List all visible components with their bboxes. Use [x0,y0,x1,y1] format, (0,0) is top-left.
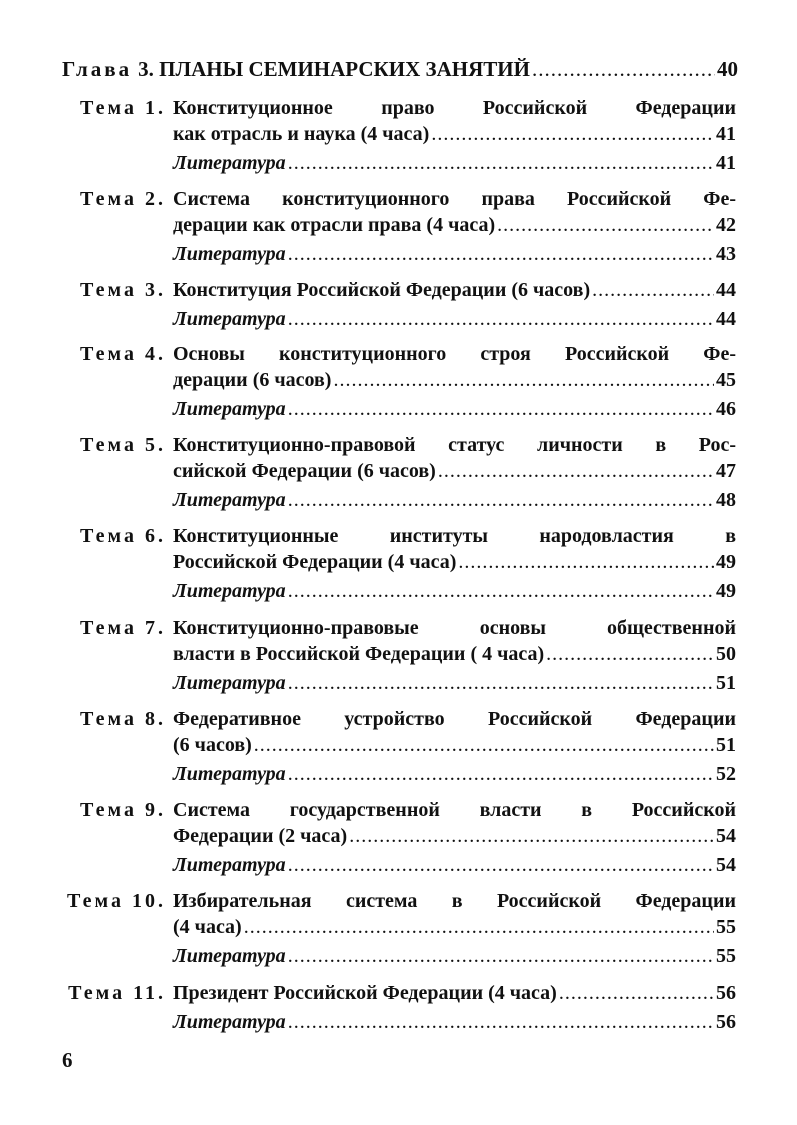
literature-line: Литература ..... 46 [173,398,736,424]
topic-label: Тема 7. [80,617,166,639]
dot-leader [431,123,714,146]
topic-title-line: Конституционное право Российской Федерации [173,97,736,119]
topic-title-line: Конституционно-правовой статус личности в Рос- [173,434,736,456]
chapter-heading [62,57,738,82]
literature-page: 52 [716,763,736,785]
literature-page: 49 [716,580,736,602]
dot-leader [333,369,714,392]
topic-title-line: сийской Федерации (6 часов) ..... 47 [173,460,736,486]
dot-leader [244,916,714,939]
literature-page: 48 [716,489,736,511]
literature-page: 44 [716,308,736,330]
topic-page: 47 [716,460,736,482]
topic-title-line: Конституционные институты народовластия в [173,525,736,547]
literature-page: 55 [716,945,736,967]
literature-page: 51 [716,672,736,694]
literature-page: 41 [716,152,736,174]
literature-line: Литература ..... 56 [173,1011,736,1037]
dot-leader [559,982,714,1005]
chapter-title: 3. ПЛАНЫ СЕМИНАРСКИХ ЗАНЯТИЙ [138,57,530,81]
topic-title-line: Избирательная система в Российской Федерации [173,890,736,912]
literature-line: Литература ..... 55 [173,945,736,971]
topic-title-line: как отрасль и наука (4 часа) ..... 41 [173,123,736,149]
dot-leader [288,398,714,421]
topic-title-line: власти в Российской Федерации ( 4 часа) ..... 50 [173,643,736,669]
topic-title-line: Российской Федерации (4 часа) ..... 49 [173,551,736,577]
dot-leader [288,489,714,512]
topic-content [173,434,736,515]
literature-page: 43 [716,243,736,265]
dot-leader [438,460,714,483]
dot-leader [288,580,714,603]
topic-title-line: (6 часов) ..... 51 [173,734,736,760]
topic-title-line: Федеративное устройство Российской Федерации [173,708,736,730]
topic-content [173,343,736,424]
literature-line: Литература ..... 43 [173,243,736,269]
topic-content [173,799,736,880]
dot-leader [288,672,714,695]
topic-title-line: дерации как отрасли права (4 часа) ..... 42 [173,214,736,240]
topic-label: Тема 2. [80,188,166,210]
topic-content [173,279,736,334]
topic-content [173,97,736,178]
dot-leader [288,1011,714,1034]
topic-label: Тема 9. [80,799,166,821]
dot-leader [288,308,714,331]
topic-content [173,708,736,789]
topic-title-line: Система конституционного права Российской Фе- [173,188,736,210]
literature-line: Литература ..... 54 [173,854,736,880]
topic-title-line: дерации (6 часов) ..... 45 [173,369,736,395]
literature-page: 56 [716,1011,736,1033]
topic-content [173,617,736,698]
topic-content [173,188,736,269]
dot-leader [288,243,714,266]
topic-content [173,890,736,971]
dot-leader [254,734,714,757]
topic-title-line: Система государственной власти в Российской [173,799,736,821]
topic-label: Тема 1. [80,97,166,119]
literature-line: Литература ..... 51 [173,672,736,698]
dot-leader [349,825,714,848]
topic-page: 51 [716,734,736,756]
literature-line: Литература ..... 48 [173,489,736,515]
dot-leader [288,854,714,877]
topic-title-line: Конституционно-правовые основы общественной [173,617,736,639]
dot-leader [288,152,714,175]
literature-line: Литература ..... 52 [173,763,736,789]
topic-title-line: Основы конституционного строя Российской Фе- [173,343,736,365]
topic-label: Тема 4. [80,343,166,365]
literature-line: Литература ..... 49 [173,580,736,606]
topic-title-line: (4 часа) ..... 55 [173,916,736,942]
dot-leader [497,214,714,237]
dot-leader [458,551,714,574]
chapter-page: 40 [717,57,738,81]
dot-leader [288,763,714,786]
topic-page: 55 [716,916,736,938]
topic-title-line: Президент Российской Федерации (4 часа) ..... 56 [173,982,736,1008]
topic-title-line: Конституция Российской Федерации (6 часов) ..... 44 [173,279,736,305]
topic-title-line: Федерации (2 часа) ..... 54 [173,825,736,851]
topic-page: 44 [716,279,736,301]
topic-page: 45 [716,369,736,391]
page-number: 6 [62,1048,73,1072]
topic-page: 56 [716,982,736,1004]
literature-page: 46 [716,398,736,420]
topic-page: 42 [716,214,736,236]
topic-page: 49 [716,551,736,573]
topic-page: 54 [716,825,736,847]
dot-leader [592,279,714,302]
chapter-prefix: Глава [62,57,133,81]
topic-content [173,525,736,606]
topic-label: Тема 5. [80,434,166,456]
topic-label: Тема 11. [68,982,166,1004]
topic-label: Тема 6. [80,525,166,547]
topic-content [173,982,736,1037]
dot-leader [288,945,714,968]
topic-page: 50 [716,643,736,665]
topic-label: Тема 10. [67,890,166,912]
literature-line: Литература ..... 41 [173,152,736,178]
literature-line: Литература ..... 44 [173,308,736,334]
topic-label: Тема 8. [80,708,166,730]
dot-leader [532,57,715,82]
literature-page: 54 [716,854,736,876]
topic-label: Тема 3. [80,279,166,301]
dot-leader [546,643,714,666]
topic-page: 41 [716,123,736,145]
